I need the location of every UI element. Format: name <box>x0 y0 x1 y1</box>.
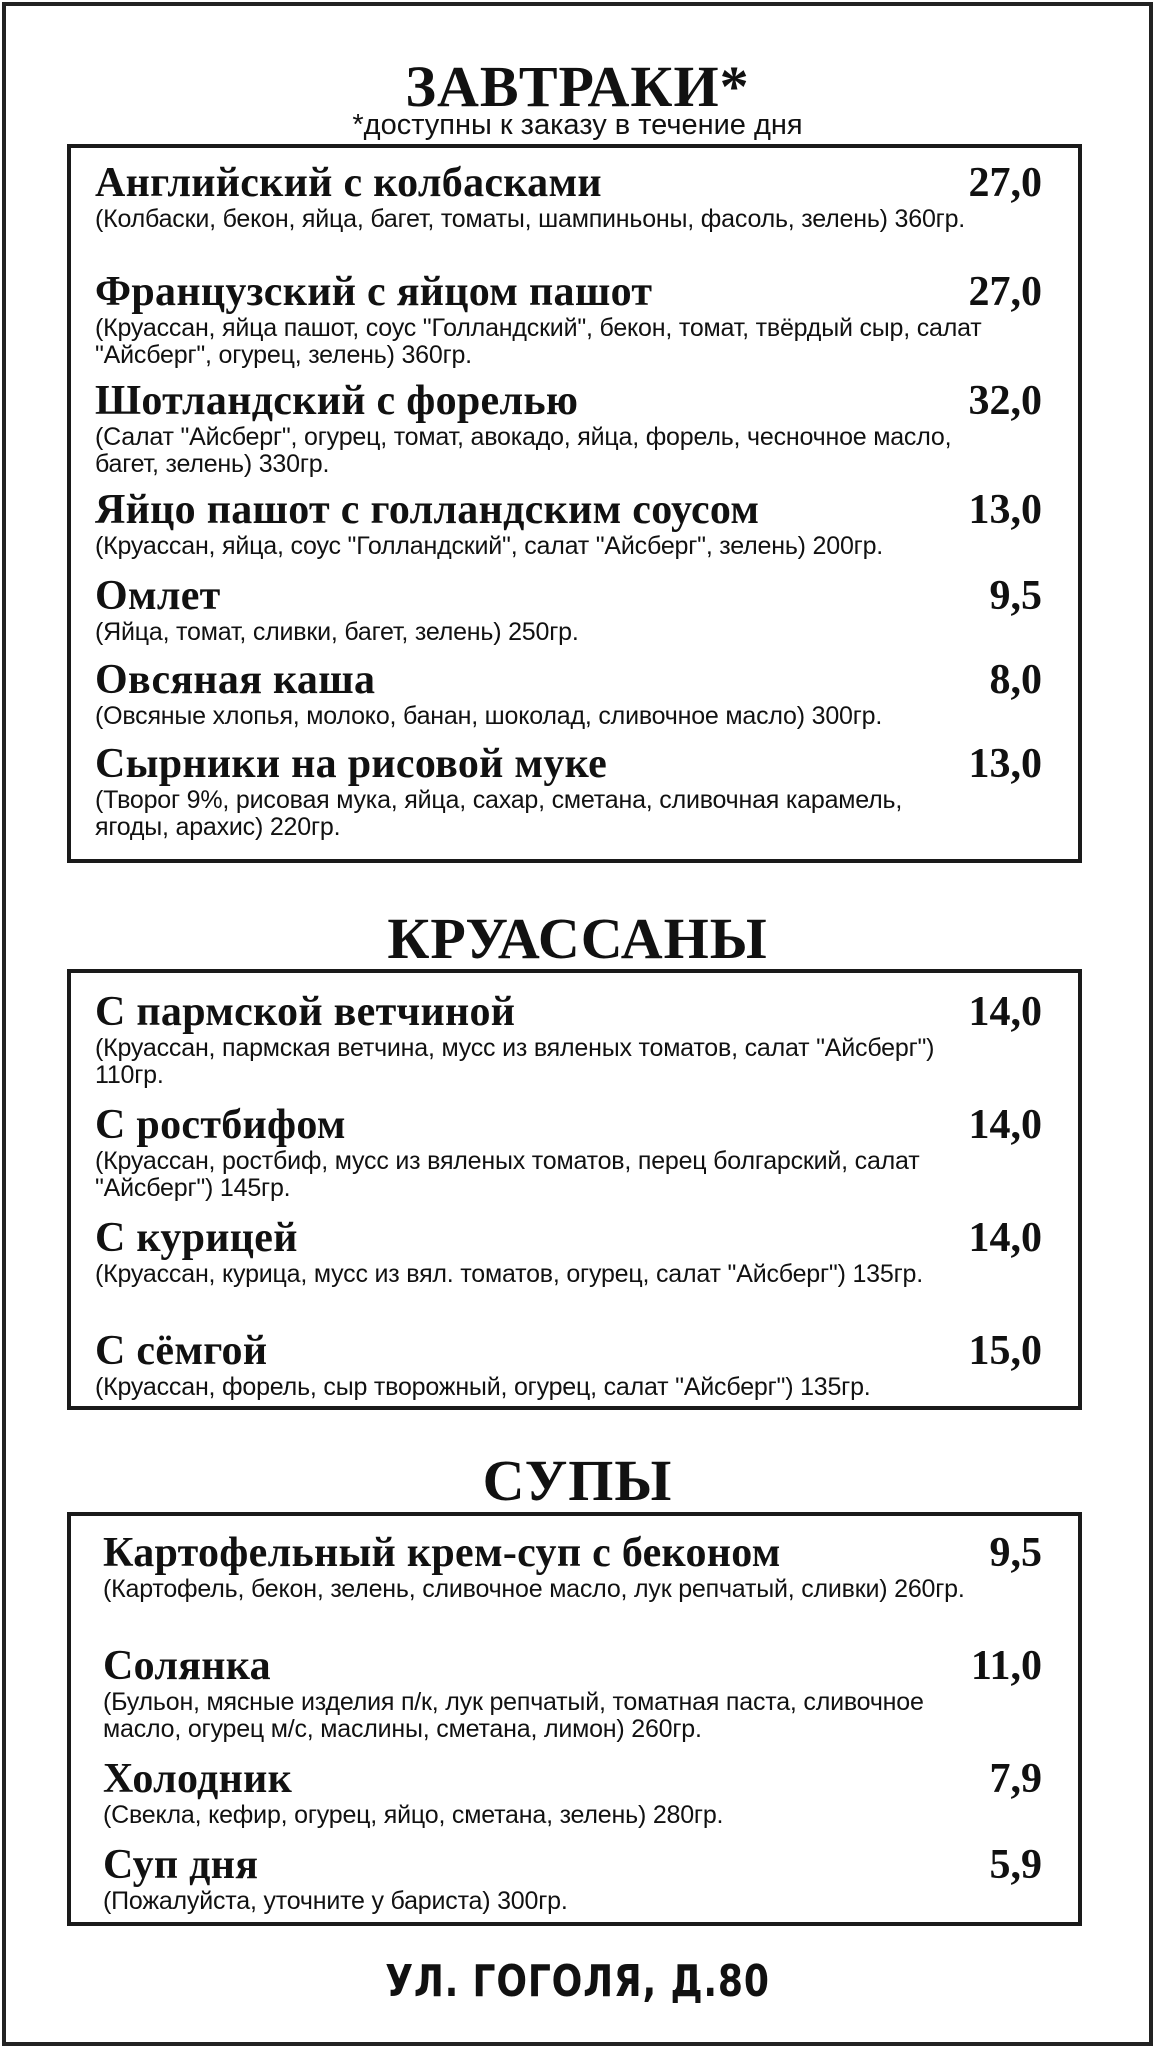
menu-item <box>95 573 1042 657</box>
item-name: Сырники на рисовой муке <box>95 741 608 787</box>
item-price: 32,0 <box>968 378 1042 424</box>
soups-box <box>67 1512 1082 1926</box>
menu-item <box>95 1215 1042 1328</box>
item-description: (Картофель, бекон, зелень, сливочное масло, лук репчатый, сливки) 260гр. <box>103 1575 965 1603</box>
item-description: (Пожалуйста, уточните у бариста) 300гр. <box>103 1887 568 1915</box>
item-name: С сёмгой <box>95 1328 268 1374</box>
menu-item <box>95 378 1042 487</box>
menu-item <box>95 1102 1042 1215</box>
menu-item <box>95 160 1042 269</box>
item-description: (Круассан, курица, мусс из вял. томатов, огурец, салат "Айсберг") 135гр. <box>95 1260 923 1288</box>
item-description: (Круассан, форель, сыр творожный, огурец, салат "Айсберг") 135гр. <box>95 1373 871 1401</box>
item-description: (Круассан, яйца, соус "Голландский", салат "Айсберг", зелень) 200гр. <box>95 532 884 560</box>
item-description: (Яйца, томат, сливки, багет, зелень) 250гр. <box>95 618 579 646</box>
item-price: 13,0 <box>968 741 1042 787</box>
breakfasts-note: *доступны к заказу в течение дня <box>352 109 803 141</box>
item-name: Шотландский с форелью <box>95 378 579 424</box>
item-price: 27,0 <box>968 269 1042 315</box>
menu-item <box>103 1842 1042 1922</box>
item-name: Картофельный крем-суп с беконом <box>103 1530 781 1576</box>
menu-item <box>95 269 1042 378</box>
item-name: Яйцо пашот с голландским соусом <box>95 487 760 533</box>
item-description: (Овсяные хлопья, молоко, банан, шоколад, сливочное масло) 300гр. <box>95 702 883 730</box>
item-name: С ростбифом <box>95 1102 346 1148</box>
menu-item <box>95 487 1042 573</box>
menu-item <box>95 989 1042 1102</box>
item-price: 11,0 <box>970 1643 1042 1689</box>
item-name: Суп дня <box>103 1842 259 1888</box>
soups-title: СУПЫ <box>482 1448 673 1513</box>
croissants-box <box>67 969 1082 1410</box>
item-description: (Круассан, пармская ветчина, мусс из вяленых томатов, салат "Айсберг") 110гр. <box>95 1034 935 1089</box>
item-price: 15,0 <box>968 1328 1042 1374</box>
menu-item <box>103 1756 1042 1842</box>
item-description: (Круассан, ростбиф, мусс из вяленых томатов, перец болгарский, салат "Айсберг") 145гр. <box>95 1147 920 1202</box>
item-price: 5,9 <box>989 1842 1042 1888</box>
item-description: (Бульон, мясные изделия п/к, лук репчатый, томатная паста, сливочное масло, огурец м/с, маслины, сметана, лимон) 260гр. <box>103 1688 924 1743</box>
item-description: (Колбаски, бекон, яйца, багет, томаты, шампиньоны, фасоль, зелень) 360гр. <box>95 205 966 233</box>
item-name: Английский с колбасками <box>95 160 602 206</box>
item-name: Овсяная каша <box>95 657 376 703</box>
menu-item <box>95 741 1042 850</box>
item-price: 9,5 <box>989 1530 1042 1576</box>
croissants-title: КРУАССАНЫ <box>387 906 768 971</box>
item-name: Омлет <box>95 573 221 619</box>
item-name: С курицей <box>95 1215 298 1261</box>
menu-item <box>95 1328 1042 1408</box>
item-name: Французский с яйцом пашот <box>95 269 653 315</box>
item-name: Холодник <box>103 1756 293 1802</box>
item-price: 13,0 <box>968 487 1042 533</box>
item-description: (Творог 9%, рисовая мука, яйца, сахар, сметана, сливочная карамель, ягоды, арахис) 220гр. <box>95 786 903 841</box>
breakfasts-box <box>67 144 1082 863</box>
item-description: (Круассан, яйца пашот, соус "Голландский", бекон, томат, твёрдый сыр, салат "Айсберг", огурец, зелень) 360гр. <box>95 314 982 369</box>
footer-address: УЛ. ГОГОЛЯ, Д.80 <box>385 1956 770 2007</box>
menu-item <box>103 1643 1042 1756</box>
item-name: С пармской ветчиной <box>95 989 516 1035</box>
item-price: 27,0 <box>968 160 1042 206</box>
item-description: (Салат "Айсберг", огурец, томат, авокадо, яйца, форель, чесночное масло, багет, зелень) 330гр. <box>95 423 952 478</box>
item-price: 7,9 <box>989 1756 1042 1802</box>
item-price: 14,0 <box>968 1215 1042 1261</box>
breakfasts-title: ЗАВТРАКИ* <box>405 54 750 119</box>
item-price: 9,5 <box>989 573 1042 619</box>
menu-item <box>95 657 1042 741</box>
item-price: 14,0 <box>968 989 1042 1035</box>
item-name: Солянка <box>103 1643 271 1689</box>
item-price: 14,0 <box>968 1102 1042 1148</box>
item-description: (Свекла, кефир, огурец, яйцо, сметана, зелень) 280гр. <box>103 1801 724 1829</box>
item-price: 8,0 <box>989 657 1042 703</box>
menu-item <box>103 1530 1042 1643</box>
